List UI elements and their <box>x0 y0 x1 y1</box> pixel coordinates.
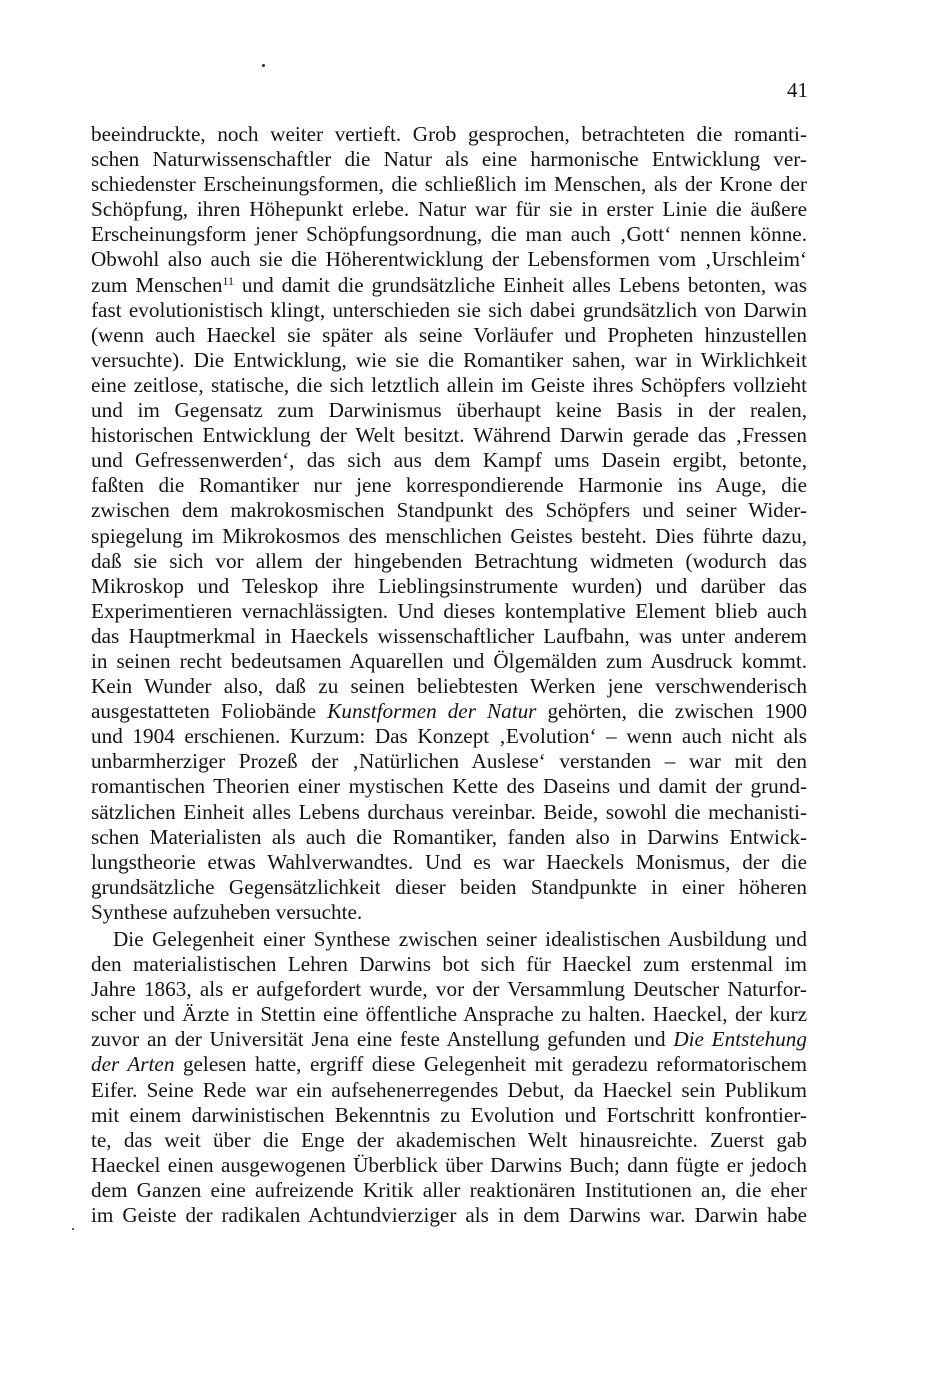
text-run: dem Ganzen eine aufreizende Kritik aller reaktionären Institutionen an, die eher <box>91 1177 807 1202</box>
text-run: den materialistischen Lehren Darwins bot sich für Haeckel zum erstenmal im <box>91 952 807 977</box>
text-run: gelesen hatte, ergriff diese Gelegenheit mit geradezu reformatorischem <box>174 1052 807 1077</box>
text-run: und Gefressenwerden‘, das sich aus dem Kampf ums Dasein ergibt, betonte, <box>91 448 807 473</box>
text-run: Mikroskop und Teleskop ihre Lieblingsinstrumente wurden) und darüber das <box>91 573 807 598</box>
text-line <box>91 172 807 197</box>
text-run: mit einem darwinistischen Bekenntnis zu Evolution und Fortschritt konfrontier- <box>91 1102 807 1127</box>
text-line <box>91 1052 807 1077</box>
text-line <box>91 1078 807 1103</box>
text-run: romantischen Theorien einer mystischen Kette des Daseins und damit der grund- <box>91 774 807 799</box>
text-run: zwischen dem makrokosmischen Standpunkt des Schöpfers und seiner Wider- <box>91 498 807 523</box>
text-line <box>91 448 807 473</box>
text-run: eine zeitlose, statische, die sich letztlich allein im Geiste ihres Schöpfers vollzieht <box>91 372 807 397</box>
text-line <box>91 1128 807 1153</box>
text-run: grundsätzliche Gegensätzlichkeit dieser beiden Standpunkte in einer höheren <box>91 874 807 899</box>
text-run: Synthese aufzuheben versuchte. <box>91 899 363 924</box>
text-run: historischen Entwicklung der Welt besitzt. Während Darwin gerade das ‚Fressen <box>91 423 807 448</box>
text-line <box>91 1153 807 1178</box>
text-line <box>91 724 807 749</box>
paragraph <box>91 927 807 1228</box>
text-run: in seinen recht bedeutsamen Aquarellen und Ölgemälden zum Ausdruck kommt. <box>91 648 807 673</box>
text-run: Erscheinungsform jener Schöpfungsordnung, die man auch ‚Gott‘ nennen könne. <box>91 222 807 247</box>
text-line <box>91 1002 807 1027</box>
text-line <box>91 147 807 172</box>
text-run: Experimentieren vernachlässigten. Und dieses kontemplative Element blieb auch <box>91 598 807 623</box>
text-run: schiedenster Erscheinungsformen, die schließlich im Menschen, als der Krone der <box>91 172 807 197</box>
text-line <box>91 649 807 674</box>
text-run: daß sie sich vor allem der hingebenden Betrachtung widmeten (wodurch das <box>91 548 807 573</box>
text-run: Schöpfung, ihren Höhepunkt erlebe. Natur war für sie in erster Linie die äußere <box>91 197 807 222</box>
text-line <box>91 699 807 724</box>
text-line <box>91 197 807 222</box>
text-run: versuchte). Die Entwicklung, wie sie die Romantiker sahen, war in Wirklichkeit <box>91 347 807 372</box>
text-run: schen Naturwissenschaftler die Natur als eine harmonische Entwicklung ver- <box>91 147 807 172</box>
text-line <box>91 599 807 624</box>
text-line <box>91 850 807 875</box>
text-run: und damit die grundsätzliche Einheit alles Lebens betonten, was <box>234 272 807 297</box>
text-run: Haeckel einen ausgewogenen Überblick über Darwins Buch; dann fügte er jedoch <box>91 1152 807 1177</box>
text-run: unbarmherziger Prozeß der ‚Natürlichen Auslese‘ verstanden – war mit den <box>91 749 807 774</box>
text-line <box>91 373 807 398</box>
paragraph <box>91 122 807 925</box>
text-line <box>91 122 807 147</box>
text-run: (wenn auch Haeckel sie später als seine Vorläufer und Propheten hinzustellen <box>91 322 807 347</box>
book-title: Die Entstehung <box>673 1027 807 1052</box>
text-run: schen Materialisten als auch die Romantiker, fanden also in Darwins Entwick- <box>91 824 807 849</box>
text-run: ausgestatteten Foliobände <box>91 699 328 724</box>
text-line <box>91 348 807 373</box>
text-run: lungstheorie etwas Wahlverwandtes. Und es war Haeckels Monismus, der die <box>91 849 807 874</box>
text-line <box>91 222 807 247</box>
text-run: und 1904 erschienen. Kurzum: Das Konzept ‚Evolution‘ – wenn auch nicht als <box>91 724 807 749</box>
text-run: zum Menschen <box>91 272 223 297</box>
text-line <box>91 800 807 825</box>
text-line <box>91 423 807 448</box>
text-run: Die Gelegenheit einer Synthese zwischen seiner idealistischen Ausbildung und <box>113 927 807 951</box>
text-line <box>91 927 807 952</box>
text-run: sätzlichen Einheit alles Lebens durchaus vereinbar. Beide, sowohl die mechanisti- <box>91 799 807 824</box>
text-line <box>91 624 807 649</box>
text-line <box>91 247 807 272</box>
text-line <box>91 473 807 498</box>
scan-speck <box>262 64 265 67</box>
footnote-marker: 11 <box>222 273 235 288</box>
text-run: Eifer. Seine Rede war ein aufsehenerregendes Debut, da Haeckel sein Publikum <box>91 1077 807 1102</box>
text-line <box>91 398 807 423</box>
body-text <box>91 122 807 1228</box>
text-run: Obwohl also auch sie die Höherentwicklung der Lebensformen vom ‚Urschleim‘ <box>91 247 807 272</box>
book-title: der Arten <box>91 1052 175 1077</box>
text-line <box>91 875 807 900</box>
text-run: spiegelung im Mikrokosmos des menschlichen Geistes besteht. Dies führte dazu, <box>91 523 807 548</box>
text-run: fast evolutionistisch klingt, unterschieden sie sich dabei grundsätzlich von Darwin <box>91 297 807 322</box>
text-line <box>91 549 807 574</box>
text-line <box>91 1178 807 1203</box>
text-line <box>91 674 807 699</box>
text-line <box>91 952 807 977</box>
text-line <box>91 825 807 850</box>
text-run: beeindruckte, noch weiter vertieft. Grob gesprochen, betrachteten die romanti- <box>91 122 807 146</box>
text-line <box>91 298 807 323</box>
text-run: gehörten, die zwischen 1900 <box>536 699 808 724</box>
text-line <box>91 498 807 523</box>
text-run: das Hauptmerkmal in Haeckels wissenschaftlicher Laufbahn, was unter anderem <box>91 623 807 648</box>
text-line <box>91 774 807 799</box>
text-run: und im Gegensatz zum Darwinismus überhaupt keine Basis in der realen, <box>91 398 807 423</box>
text-line <box>91 1027 807 1052</box>
text-run: Jahre 1863, als er aufgefordert wurde, vor der Versammlung Deutscher Naturfor- <box>91 977 807 1002</box>
scan-speck <box>72 1228 74 1230</box>
text-line <box>91 574 807 599</box>
text-line <box>91 977 807 1002</box>
text-run: te, das weit über die Enge der akademischen Welt hinausreichte. Zuerst gab <box>91 1127 807 1152</box>
text-line <box>91 1203 807 1228</box>
text-run: Kein Wunder also, daß zu seinen beliebtesten Werken jene verschwenderisch <box>91 674 807 699</box>
text-line <box>91 524 807 549</box>
text-run: faßten die Romantiker nur jene korrespondierende Harmonie ins Auge, die <box>91 473 807 498</box>
text-line <box>91 323 807 348</box>
text-line <box>91 900 807 925</box>
book-title: Kunstformen der Natur <box>327 699 537 724</box>
text-line <box>91 273 807 298</box>
page-number: 41 <box>787 78 808 102</box>
text-run: im Geiste der radikalen Achtundvierziger als in dem Darwins war. Darwin habe <box>91 1203 807 1228</box>
text-line <box>91 1103 807 1128</box>
text-run: zuvor an der Universität Jena eine feste Anstellung gefunden und <box>91 1027 674 1052</box>
text-run: scher und Ärzte in Stettin eine öffentliche Ansprache zu halten. Haeckel, der kurz <box>91 1002 807 1027</box>
text-line <box>91 749 807 774</box>
